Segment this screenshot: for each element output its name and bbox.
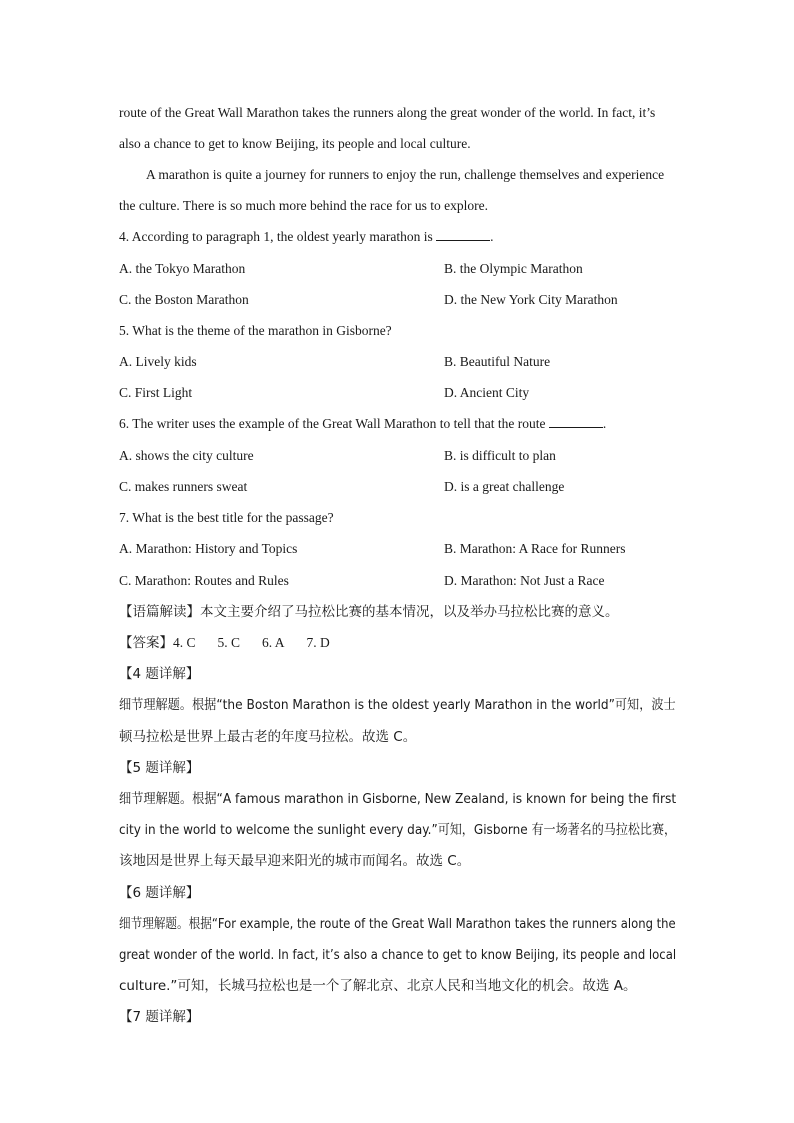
answer-blank [436,228,490,241]
question-stem: 7. What is the best title for the passage? [119,510,334,525]
answer-blank [549,415,603,428]
section-heading: 【6 题详解】 [119,885,200,901]
passage-summary: 【语篇解读】本文主要介绍了马拉松比赛的基本情况，以及举办马拉松比赛的意义。 [119,604,619,620]
explanation-line: 顿马拉松是世界上最古老的年度马拉松。故选 C。 [119,729,417,745]
question-text: 4. According to paragraph 1, the oldest yearly marathon is [119,229,437,244]
answer-item: 5. C [217,635,241,650]
section-heading: 【5 题详解】 [119,760,200,776]
explanation-line: city in the world to welcome the sunlight every day.”可知，Gisborne 有一场著名的马拉松比赛， [119,822,677,838]
passage-line: the culture. There is so much more behind the race for us to explore. [119,198,489,213]
explanation-line: 细节理解题。根据“For example, the route of the Great Wall Marathon takes the runners along the [119,916,676,932]
option-b: B. Beautiful Nature [444,354,551,369]
question-punct: . [602,416,607,431]
question-stem: 5. What is the theme of the marathon in Gisborne? [119,323,392,338]
option-a: A. Lively kids [119,354,197,369]
option-b: B. Marathon: A Race for Runners [444,541,626,556]
option-c: C. Marathon: Routes and Rules [119,573,289,588]
option-c: C. the Boston Marathon [119,292,249,307]
option-a: A. the Tokyo Marathon [119,261,246,276]
answer-item: 4. C [173,635,196,650]
passage-line: A marathon is quite a journey for runners to enjoy the run, challenge themselves and experience [146,167,665,182]
question-stem [119,228,494,246]
option-b: B. the Olympic Marathon [444,261,583,276]
question-punct: . [490,229,494,244]
option-c: C. makes runners sweat [119,479,248,494]
section-heading: 【7 题详解】 [119,1009,200,1025]
explanation-line: great wonder of the world. In fact, it’s also a chance to get to know Beijing, its people and local [119,947,677,963]
question-stem [119,415,606,433]
option-a: A. shows the city culture [119,448,254,463]
explanation-line: culture.”可知，长城马拉松也是一个了解北京、北京人民和当地文化的机会。故选 A。 [119,978,637,994]
section-heading: 【4 题详解】 [119,666,200,682]
answer-label: 【答案】 [119,635,173,651]
option-c: C. First Light [119,385,193,400]
option-a: A. Marathon: History and Topics [119,541,298,556]
answer-item: 7. D [306,635,330,650]
option-d: D. Marathon: Not Just a Race [444,573,605,588]
answer-key [119,634,352,652]
option-d: D. is a great challenge [444,479,565,494]
option-b: B. is difficult to plan [444,448,556,463]
passage-line: route of the Great Wall Marathon takes the runners along the great wonder of the world. In fact, it’s [119,105,656,120]
answer-item: 6. A [262,635,285,650]
question-text: 6. The writer uses the example of the Great Wall Marathon to tell that the route [119,416,549,431]
explanation-line: 该地因是世界上每天最早迎来阳光的城市而闻名。故选 C。 [119,853,471,869]
option-d: D. Ancient City [444,385,530,400]
passage-line: also a chance to get to know Beijing, its people and local culture. [119,136,471,151]
option-d: D. the New York City Marathon [444,292,618,307]
explanation-line: 细节理解题。根据“the Boston Marathon is the oldest yearly Marathon in the world”可知，波士 [119,697,676,713]
explanation-line: 细节理解题。根据“A famous marathon in Gisborne, New Zealand, is known for being the first [119,791,677,807]
